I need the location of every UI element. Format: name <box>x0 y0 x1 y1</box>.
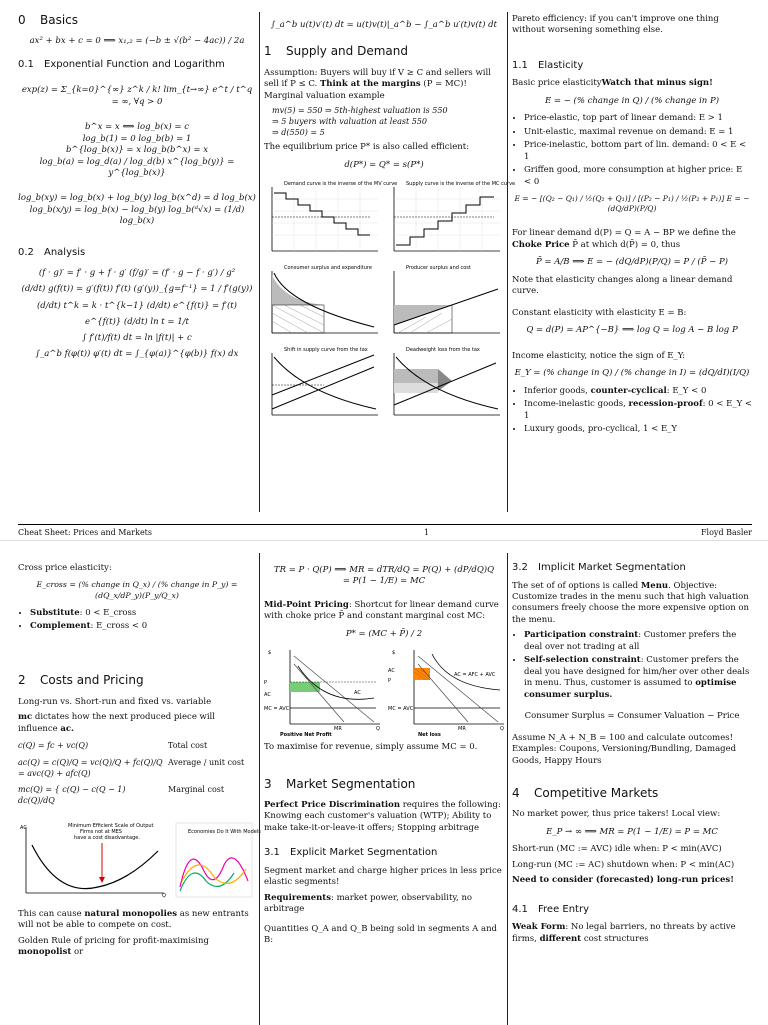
short-run-text: Short-run (MC := AVC) idle when: P < min(AVC) <box>512 844 722 855</box>
revenue-equation: TR = P · Q(P) ⟹ MR = dTR/dQ = P(Q) + (dP/dQ)Q = P(1 − 1/E) = MC <box>273 565 495 587</box>
p1-column-2 <box>264 10 516 425</box>
positive-profit-chart <box>264 646 382 738</box>
page-footer <box>18 524 752 539</box>
average-cost-row: ac(Q) = c(Q)/Q = vc(Q)/Q + fc(Q)/Q = avc(Q) + afc(Q) Average / unit cost <box>18 757 245 778</box>
chart-label-ac: AC <box>388 668 395 675</box>
cross-elasticity-text: Cross price elasticity: <box>18 563 112 573</box>
log-rules-1: b^x = x ⟺ log_b(x) = c log_b(1) = 0 log_b(b) = 1 b^{log_b(x)} = x log_b(b^x) = x log_b(a) = log_d(a) / log_d(b) x^{log_b(y)} = y^{log_b(x)} <box>39 122 235 178</box>
log-rules-2: log_b(xy) = log_b(x) + log_b(y) log_b(x^d) = d log_b(x) log_b(x/y) = log_b(x) − log_b(y) log_b(ᵈ√x) = (1/d) log_b(x) <box>18 193 256 227</box>
golden-rule-text: Golden Rule of pricing for profit-maximising monopolist or <box>18 935 209 958</box>
column-divider <box>259 553 260 1025</box>
section-basics-heading: 0 Basics <box>18 13 79 27</box>
pareto-text: Pareto efficiency: if you can't improve one thing without worsening something else. <box>512 14 719 36</box>
chart-label-mc: MC = AVC <box>388 706 414 713</box>
deadweight-loss-title: Deadweight loss from the tax <box>406 347 480 354</box>
section-segmentation-heading: 3 Market Segmentation <box>264 776 416 791</box>
mes-title-1: Minimum Efficient Scale of Output <box>68 823 154 830</box>
perfect-discrimination-text: Perfect Price Discrimination requires the following: Knowing each customer's valuation (WTP); Ability to make take-it-or-leave-it offers; Stopping arbitrage <box>264 800 501 833</box>
constant-elasticity-text: Constant elasticity with elasticity E = B: <box>512 307 687 318</box>
long-short-run-text: Long-run vs. Short-run and fixed vs. variable <box>18 696 212 707</box>
profit-figures <box>264 646 504 738</box>
mes-title-2: Firms not at MES <box>80 829 122 836</box>
assumption-text: Assumption: Buyers will buy if V ≥ C and sellers will sell if P ≤ C. Think at the margins (P = MC)! Marginal valuation example <box>264 67 491 101</box>
quadratic-formula: ax² + bx + c = 0 ⟹ x₁,₂ = (−b ± √(b² − 4ac)) / 2a <box>29 36 245 47</box>
long-run-text: Long-run (MC := AC) shutdown when: P < min(AC) <box>512 859 735 870</box>
figure-row-1 <box>264 177 516 257</box>
section-competitive-heading: 4 Competitive Markets <box>512 786 659 801</box>
elasticity-note: Note that elasticity changes along a linear demand curve. <box>512 274 733 297</box>
cross-goods-list <box>30 608 256 633</box>
chart-axis-x: Q <box>500 726 504 733</box>
list-item: • Price-elastic, top part of linear demand: E > 1 <box>524 113 752 124</box>
chart-axis-y: $ <box>268 650 272 657</box>
consumer-surplus-title: Consumer surplus and expenditure <box>284 265 372 272</box>
subsection-explicit-heading: 3.1 Explicit Market Segmentation <box>264 847 438 859</box>
p2-column-1 <box>18 559 261 963</box>
page-2 <box>0 540 768 1024</box>
demand-step-chart <box>264 177 398 257</box>
basic-elasticity-equation: E = − (% change in Q) / (% change in P) <box>544 95 720 106</box>
positive-profit-label: Positive Net Profit <box>280 732 332 739</box>
tax-shift-chart <box>264 343 380 421</box>
income-goods-list <box>524 386 752 436</box>
mes-axis-x: Q <box>162 893 166 900</box>
income-elasticity-equation: E_Y = (% change in Q) / (% change in I) = (dQ/dI)(I/Q) <box>514 368 750 379</box>
subsection-implicit-heading: 3.2 Implicit Market Segmentation <box>512 562 686 573</box>
chart-axis-x: Q <box>376 726 380 733</box>
footer-page-number: 1 <box>423 528 430 537</box>
chart-axis-y: $ <box>392 650 396 657</box>
cartoon-title: Economies Do It With Models <box>188 829 261 836</box>
exp-definition: exp(z) = Σ_{k=0}^{∞} z^k / k! lim_{t→∞} e^t / t^q = ∞, ∀q > 0 <box>21 85 253 107</box>
natural-monopoly-text: This can cause natural monopolies as new entrants will not be able to compete on cost. <box>18 909 249 931</box>
arc-elasticity-equation: E = − [(Q₂ − Q₁) / ½(Q₂ + Q₁)] / [(P₂ − P₁) / ½(P₂ + P₁)] E = − (dQ/dP)(P/Q) <box>514 194 750 214</box>
p1-column-1 <box>18 10 256 368</box>
column-divider <box>259 12 260 512</box>
economies-cartoon <box>174 821 261 899</box>
subsection-analysis-heading: 0.2 Analysis <box>18 246 86 258</box>
p2-column-3 <box>512 559 752 949</box>
list-item: • Inferior goods, counter-cyclical: E_Y < 0 <box>524 386 752 397</box>
p1-column-3 <box>512 10 752 440</box>
mes-chart <box>18 821 168 899</box>
subsection-elasticity-heading: 1.1 Elasticity <box>512 59 584 71</box>
supply-chart-title: Supply curve is the inverse of the MC curve <box>406 181 516 188</box>
net-loss-label: Net loss <box>418 732 441 739</box>
list-item: • Luxury goods, pro-cyclical, 1 < E_Y <box>524 424 752 435</box>
midpoint-pricing-text: Mid-Point Pricing: Shortcut for linear demand curve with choke price P̄ and constant marginal cost MC: <box>264 599 499 622</box>
column-divider <box>507 12 508 512</box>
list-item: • Participation constraint: Customer prefers the deal over not trading at all <box>524 630 752 653</box>
list-item: • Griffen good, more consumption at higher price: E < 0 <box>524 165 752 188</box>
deadweight-loss-chart <box>386 343 502 421</box>
midpoint-equation: P* = (MC + P̄) / 2 <box>345 628 423 639</box>
chart-label-ac: AC <box>264 692 271 699</box>
figure-row-2 <box>264 261 504 339</box>
producer-surplus-chart <box>386 261 502 339</box>
marginal-valuation-example: mv(5) = 550 ⇒ 5th-highest valuation is 550 ⇒ 5 buyers with valuation at least 550 ⇒ d(550) = 5 <box>272 106 448 137</box>
forecast-text: Need to consider (forecasted) long-run prices! <box>512 875 734 886</box>
elasticity-list <box>524 113 752 188</box>
list-item: • Income-inelastic goods, recession-proof: 0 < E_Y < 1 <box>524 399 752 422</box>
equilibrium-text: The equilibrium price P* is also called efficient: <box>264 142 470 153</box>
integration-by-parts: ∫_a^b u(t)v′(t) dt = u(t)v(t)|_a^b − ∫_a^b u′(t)v(t) dt <box>271 20 497 30</box>
chart-label-p: P <box>264 680 268 687</box>
chart-label-mr: MR <box>458 726 466 733</box>
mes-axis-y: AC <box>20 825 27 832</box>
chart-label-mr: MR <box>334 726 342 733</box>
choke-price-equation: P̄ = A/B ⟹ E = − (dQ/dP)(P/Q) = P / (P̄ − P) <box>536 257 728 268</box>
assume-text: Assume N_A + N_B = 100 and calculate outcomes! Examples: Coupons, Versioning/Bundling, Damaged Goods, Happy Hours <box>512 732 737 766</box>
constraints-list <box>524 630 752 701</box>
menu-text: The set of of options is called Menu. Objective: Customize trades in the menu such that high valuation consumers freely choose the more expensive option on the menu. <box>512 580 750 625</box>
max-revenue-text: To maximise for revenue, simply assume MC = 0. <box>264 742 478 753</box>
list-item: • Price-inelastic, bottom part of lin. demand: 0 < E < 1 <box>524 140 752 163</box>
producer-surplus-title: Producer surplus and cost <box>406 265 471 272</box>
consumer-surplus-equation: Consumer Surplus = Consumer Valuation − Price <box>524 711 740 722</box>
section-costs-heading: 2 Costs and Pricing <box>18 673 144 688</box>
analysis-rules: (f · g)′ = f′ · g + f · g′ (f/g)′ = (f′ · g − f · g′) / g² (d/dt) g(f(t)) = g′(f(t)) f′(t) (g′(y))_{g=f⁻¹} = 1 / f′(g(y)) (d/dt) t^k = k · t^{k−1} (d/dt) e^{f(t)} = f′(t) e^{f(t)} (d/dt) ln t = 1/t ∫ f′(t)/f(t) dt = ln |f(t)| + c ∫_a^b f(φ(t)) φ′(t) dt = ∫_{φ(a)}^{φ(b)} f(x) dx <box>21 268 253 360</box>
footer-title: Cheat Sheet: Prices and Markets <box>18 528 152 537</box>
list-item: • Self-selection constraint: Customer prefers the deal you have designed for him/her over other deals in menu. Thus, customer is assumed to optimise consumer surplus. <box>524 655 752 701</box>
figure-row-3 <box>264 343 504 421</box>
list-item: • Substitute: 0 < E_cross <box>30 608 256 619</box>
demand-chart-title: Demand curve is the inverse of the MV curve <box>284 181 398 188</box>
net-loss-chart <box>388 646 506 738</box>
quantities-text: Quantities Q_A and Q_B being sold in segments A and B: <box>264 923 498 946</box>
mc-text: mc dictates how the next produced piece will influence ac. <box>18 712 215 734</box>
cost-figures <box>18 821 261 900</box>
basic-elasticity-text: Basic price elasticityWatch that minus sign! <box>512 78 713 89</box>
chart-label-ac-curve: AC <box>354 690 361 697</box>
consumer-surplus-chart <box>264 261 380 339</box>
no-market-power-text: No market power, thus price takers! Local view: <box>512 809 721 820</box>
competitive-equation: E_P → ∞ ⟹ MR = P(1 − 1/E) = P = MC <box>546 826 718 837</box>
column-divider <box>507 553 508 1025</box>
income-elasticity-text: Income elasticity, notice the sign of E_Y: <box>512 350 686 361</box>
constant-elasticity-equation: Q = d(P) = AP^{−B} ⟹ log Q = log A − B log P <box>526 325 738 336</box>
list-item: • Unit-elastic, maximal revenue on demand: E = 1 <box>524 127 752 138</box>
p2-column-2 <box>264 559 504 951</box>
list-item: • Complement: E_cross < 0 <box>30 621 256 632</box>
cross-elasticity-equation: E_cross = (% change in Q_x) / (% change in P_y) = (dQ_x/dP_y)(P_y/Q_x) <box>36 580 238 600</box>
chart-label-mc: MC = AVC <box>264 706 290 713</box>
choke-price-text: For linear demand d(P) = Q = A − BP we define the Choke Price P̄ at which d(P̄) = 0, thus <box>512 228 736 250</box>
subsection-exp-heading: 0.1 Exponential Function and Logarithm <box>18 58 225 70</box>
marginal-cost-row: mc(Q) = { c(Q) − c(Q − 1) dc(Q)/dQ Marginal cost <box>18 785 225 806</box>
weak-form-text: Weak Form: No legal barriers, no threats by active firms, different cost structures <box>512 922 736 944</box>
section-supply-demand-heading: 1 Supply and Demand <box>264 44 408 59</box>
requirements-text: Requirements: market power, observability, no arbitrage <box>264 892 473 915</box>
supply-step-chart <box>386 177 516 257</box>
footer-author: Floyd Basler <box>701 528 752 537</box>
chart-label-p: P <box>388 678 392 685</box>
mes-title-3: have a cost disadvantage. <box>74 835 140 842</box>
chart-label-ac-sum: AC = AFC + AVC <box>454 672 496 679</box>
subsection-free-entry-heading: 4.1 Free Entry <box>512 903 590 915</box>
segment-text: Segment market and charge higher prices in less price elastic segments! <box>264 865 502 888</box>
tax-shift-title: Shift in supply curve from the tax <box>284 347 368 354</box>
total-cost-row: c(Q) = fc + vc(Q) Total cost <box>18 741 208 751</box>
equilibrium-equation: d(P*) = Q* = s(P*) <box>344 159 424 170</box>
